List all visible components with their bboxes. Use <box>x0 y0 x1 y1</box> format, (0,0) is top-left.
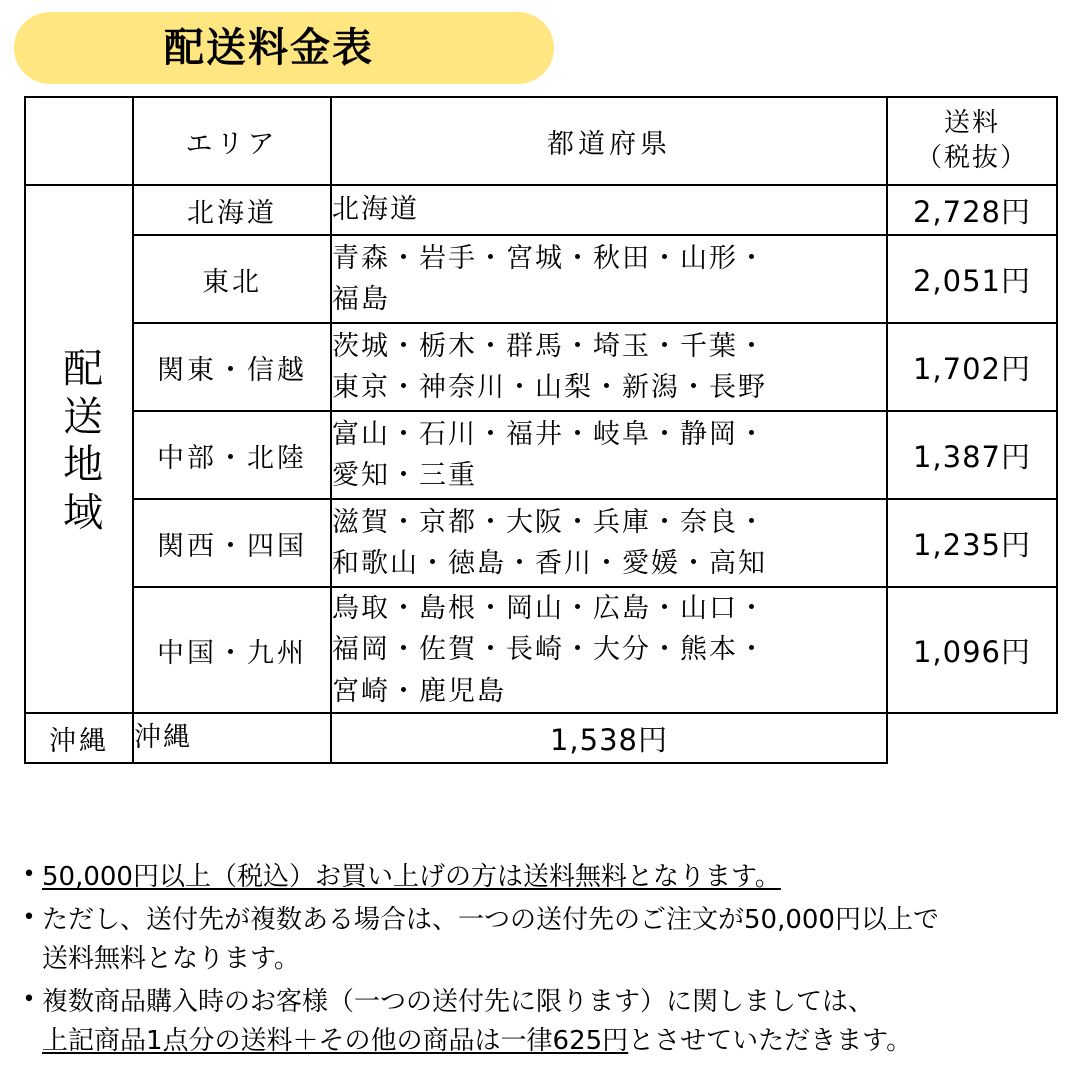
header-cell-fee <box>887 97 1057 185</box>
note-plain-part: とさせていただきます。 <box>628 1026 913 1056</box>
prefecture-line: 和歌山・徳島・香川・愛媛・高知 <box>332 548 767 579</box>
note-body <box>42 858 1064 897</box>
bullet-icon: • <box>22 905 36 930</box>
header-cell-area: エリア <box>133 97 331 185</box>
prefecture-line: 宮崎・鹿児島 <box>332 675 506 707</box>
bullet-icon: • <box>22 862 36 887</box>
note-underlined-part: 上記商品1点分の送料＋その他の商品は一律625円 <box>42 1026 629 1056</box>
note-line: 50,000円以上（税込）お買い上げの方は送料無料となります。 <box>42 862 781 892</box>
shipping-fee-table <box>24 96 1058 764</box>
fee-cell: 2,728円 <box>887 185 1057 235</box>
table-row <box>25 411 1057 499</box>
prefectures-cell <box>331 235 887 323</box>
prefecture-line: 福岡・佐賀・長崎・大分・熊本・ <box>332 634 767 666</box>
header-cell-prefectures: 都道府県 <box>331 97 887 185</box>
area-cell: 中国・九州 <box>133 587 331 713</box>
table-header-row <box>25 97 1057 185</box>
prefectures-cell <box>133 713 331 763</box>
table-row <box>25 185 1057 235</box>
region-label-cell <box>25 185 133 713</box>
prefecture-line: 愛知・三重 <box>332 460 477 491</box>
area-cell: 北海道 <box>133 185 331 235</box>
prefecture-line: 滋賀・京都・大阪・兵庫・奈良・ <box>332 506 767 538</box>
header-fee-line2: （税抜） <box>915 143 1028 173</box>
prefecture-line: 北海道 <box>332 194 419 226</box>
prefecture-line: 鳥取・島根・岡山・広島・山口・ <box>332 593 767 625</box>
prefecture-line: 富山・石川・福井・岐阜・静岡・ <box>332 418 767 450</box>
table-row <box>25 323 1057 411</box>
page-title: 配送料金表 <box>164 25 374 71</box>
note-body <box>42 983 1064 1061</box>
fee-cell: 1,387円 <box>887 411 1057 499</box>
note-line: 送料無料となります。 <box>42 944 300 974</box>
title-banner <box>14 12 554 84</box>
prefectures-cell <box>331 499 887 587</box>
area-cell: 関西・四国 <box>133 499 331 587</box>
note-body <box>42 901 1064 979</box>
area-cell: 関東・信越 <box>133 323 331 411</box>
table-row <box>25 587 1057 713</box>
prefectures-cell <box>331 411 887 499</box>
prefecture-line: 福島 <box>332 284 390 315</box>
fee-cell: 1,235円 <box>887 499 1057 587</box>
fee-cell: 1,538円 <box>331 713 887 763</box>
prefectures-cell <box>331 587 887 713</box>
table-row <box>25 235 1057 323</box>
area-cell: 沖縄 <box>25 713 133 763</box>
prefecture-line: 青森・岩手・宮城・秋田・山形・ <box>332 242 767 274</box>
bullet-icon: • <box>22 987 36 1012</box>
header-cell-blank <box>25 97 133 185</box>
note-line: ただし、送付先が複数ある場合は、一つの送付先のご注文が50,000円以上で <box>42 905 939 935</box>
note-item <box>16 983 1064 1061</box>
header-fee-line1: 送料 <box>943 107 1000 138</box>
prefecture-line: 茨城・栃木・群馬・埼玉・千葉・ <box>332 330 767 362</box>
note-item <box>16 901 1064 979</box>
table-row <box>25 713 1057 763</box>
fee-cell: 2,051円 <box>887 235 1057 323</box>
prefectures-cell <box>331 323 887 411</box>
prefecture-line: 東京・神奈川・山梨・新潟・長野 <box>332 372 767 403</box>
notes-section <box>16 858 1064 1065</box>
note-item <box>16 858 1064 897</box>
note-line: 複数商品購入時のお客様（一つの送付先に限ります）に関しましては、 <box>42 987 875 1017</box>
area-cell: 中部・北陸 <box>133 411 331 499</box>
area-cell: 東北 <box>133 235 331 323</box>
fee-cell: 1,702円 <box>887 323 1057 411</box>
table-row <box>25 499 1057 587</box>
region-label-text: 配送地域 <box>56 347 103 540</box>
note-line-mixed <box>42 1022 1064 1061</box>
fee-cell: 1,096円 <box>887 587 1057 713</box>
prefectures-cell <box>331 185 887 235</box>
prefecture-line: 沖縄 <box>134 722 192 754</box>
fee-table-wrapper <box>24 96 1056 764</box>
